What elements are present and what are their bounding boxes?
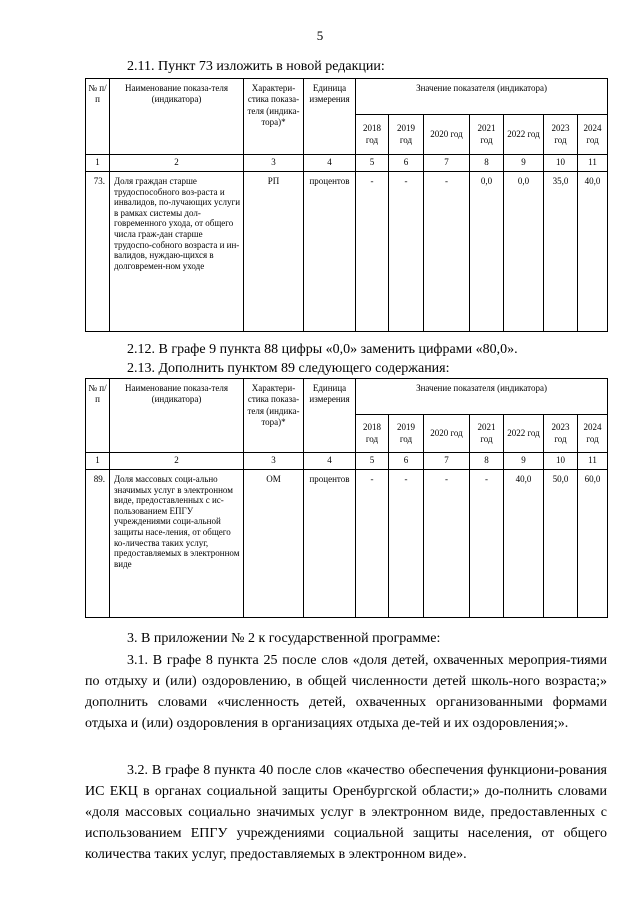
header-year: 2018 год xyxy=(356,115,389,155)
indicator-unit: процентов xyxy=(304,470,356,618)
column-number: 1 xyxy=(86,453,110,470)
column-number: 7 xyxy=(424,453,470,470)
column-number: 5 xyxy=(356,453,389,470)
indicator-characteristic: РП xyxy=(244,172,304,332)
value-2020: - xyxy=(424,470,470,618)
header-year: 2023 год xyxy=(544,115,578,155)
indicator-table-73 xyxy=(85,78,608,332)
value-2024: 40,0 xyxy=(578,172,608,332)
column-number: 8 xyxy=(470,453,504,470)
header-year: 2020 год xyxy=(424,415,470,453)
column-number: 10 xyxy=(544,155,578,172)
value-2018: - xyxy=(356,470,389,618)
header-characteristic: Характери-стика показа-теля (индика-тора)* xyxy=(244,379,304,453)
header-unit: Единица измерения xyxy=(304,79,356,155)
value-2022: 0,0 xyxy=(504,172,544,332)
indicator-name: Доля массовых соци-ально значимых услуг в электронном виде, предоставленных с ис-пользованием ЕПГУ учреждениями соци-альной защиты насе-ления, от общего ко-личества таких услуг, предоставляемых в электронном виде xyxy=(110,470,244,618)
header-year: 2018 год xyxy=(356,415,389,453)
header-year: 2023 год xyxy=(544,415,578,453)
column-number: 9 xyxy=(504,155,544,172)
indicator-table-89 xyxy=(85,378,608,618)
row-number: 73. xyxy=(86,172,110,332)
header-year: 2024 год xyxy=(578,415,608,453)
table-row-89 xyxy=(86,470,608,618)
value-2023: 50,0 xyxy=(544,470,578,618)
section-2-11-heading: 2.11. Пункт 73 изложить в новой редакции: xyxy=(127,59,385,74)
column-number: 7 xyxy=(424,155,470,172)
column-number: 5 xyxy=(356,155,389,172)
header-values: Значение показателя (индикатора) xyxy=(356,79,608,115)
column-number: 2 xyxy=(110,155,244,172)
header-year: 2024 год xyxy=(578,115,608,155)
section-3-heading: 3. В приложении № 2 к государственной программе: xyxy=(127,631,441,646)
table-row-73 xyxy=(86,172,608,332)
header-name: Наименование показа-теля (индикатора) xyxy=(110,79,244,155)
value-2019: - xyxy=(389,470,424,618)
section-3-2: 3.2. В графе 8 пункта 40 после слов «качество обеспечения функциони-рования ИС ЕКЦ в органах социальной защиты Оренбургской области;» до-полнить словами «доля массовых социально значимых услуг в электронном виде, предоставленных с использованием ЕПГУ учреждениями социальной защиты населения, от общего количества таких услуг, предоставляемых в электронном виде». xyxy=(85,763,607,862)
section-2-12: 2.12. В графе 9 пункта 88 цифры «0,0» заменить цифрами «80,0». xyxy=(127,342,518,357)
column-number: 6 xyxy=(389,155,424,172)
column-number: 10 xyxy=(544,453,578,470)
value-2019: - xyxy=(389,172,424,332)
value-2018: - xyxy=(356,172,389,332)
header-name: Наименование показа-теля (индикатора) xyxy=(110,379,244,453)
column-number: 11 xyxy=(578,155,608,172)
indicator-name: Доля граждан старше трудоспособного воз-раста и инвалидов, по-лучающих услуги в рамках системы дол-говременного ухода, от общего числа граж-дан старше трудоспо-собного возраста и ин-валидов, нуждаю-щихся в долговремен-ном уходе xyxy=(110,172,244,332)
value-2020: - xyxy=(424,172,470,332)
header-year: 2022 год xyxy=(504,415,544,453)
header-num: № п/п xyxy=(86,79,110,155)
column-number: 3 xyxy=(244,155,304,172)
value-2021: - xyxy=(470,470,504,618)
section-3-1: 3.1. В графе 8 пункта 25 после слов «доля детей, охваченных мероприя-тиями по отдыху и (или) оздоровлению, в общей численности детей школь-ного возраста;» дополнить словами «численность детей, охваченных организованными формами отдыха и (или) оздоровления в организациях отдыха де-тей и их оздоровления;». xyxy=(85,653,607,731)
value-2021: 0,0 xyxy=(470,172,504,332)
value-2022: 40,0 xyxy=(504,470,544,618)
header-year: 2021 год xyxy=(470,415,504,453)
column-number: 2 xyxy=(110,453,244,470)
column-number: 1 xyxy=(86,155,110,172)
indicator-unit: процентов xyxy=(304,172,356,332)
section-2-13-heading: 2.13. Дополнить пунктом 89 следующего содержания: xyxy=(127,361,450,376)
header-year: 2022 год xyxy=(504,115,544,155)
row-number: 89. xyxy=(86,470,110,618)
page-number: 5 xyxy=(316,28,324,43)
column-number: 4 xyxy=(304,453,356,470)
column-number: 6 xyxy=(389,453,424,470)
value-2023: 35,0 xyxy=(544,172,578,332)
column-number: 4 xyxy=(304,155,356,172)
value-2024: 60,0 xyxy=(578,470,608,618)
header-year: 2020 год xyxy=(424,115,470,155)
column-number: 8 xyxy=(470,155,504,172)
header-characteristic: Характери-стика показа-теля (индика-тора)* xyxy=(244,79,304,155)
header-year: 2019 год xyxy=(389,415,424,453)
column-number: 9 xyxy=(504,453,544,470)
header-year: 2019 год xyxy=(389,115,424,155)
column-number: 3 xyxy=(244,453,304,470)
header-unit: Единица измерения xyxy=(304,379,356,453)
header-num: № п/п xyxy=(86,379,110,453)
header-values: Значение показателя (индикатора) xyxy=(356,379,608,415)
column-number: 11 xyxy=(578,453,608,470)
indicator-characteristic: ОМ xyxy=(244,470,304,618)
header-year: 2021 год xyxy=(470,115,504,155)
